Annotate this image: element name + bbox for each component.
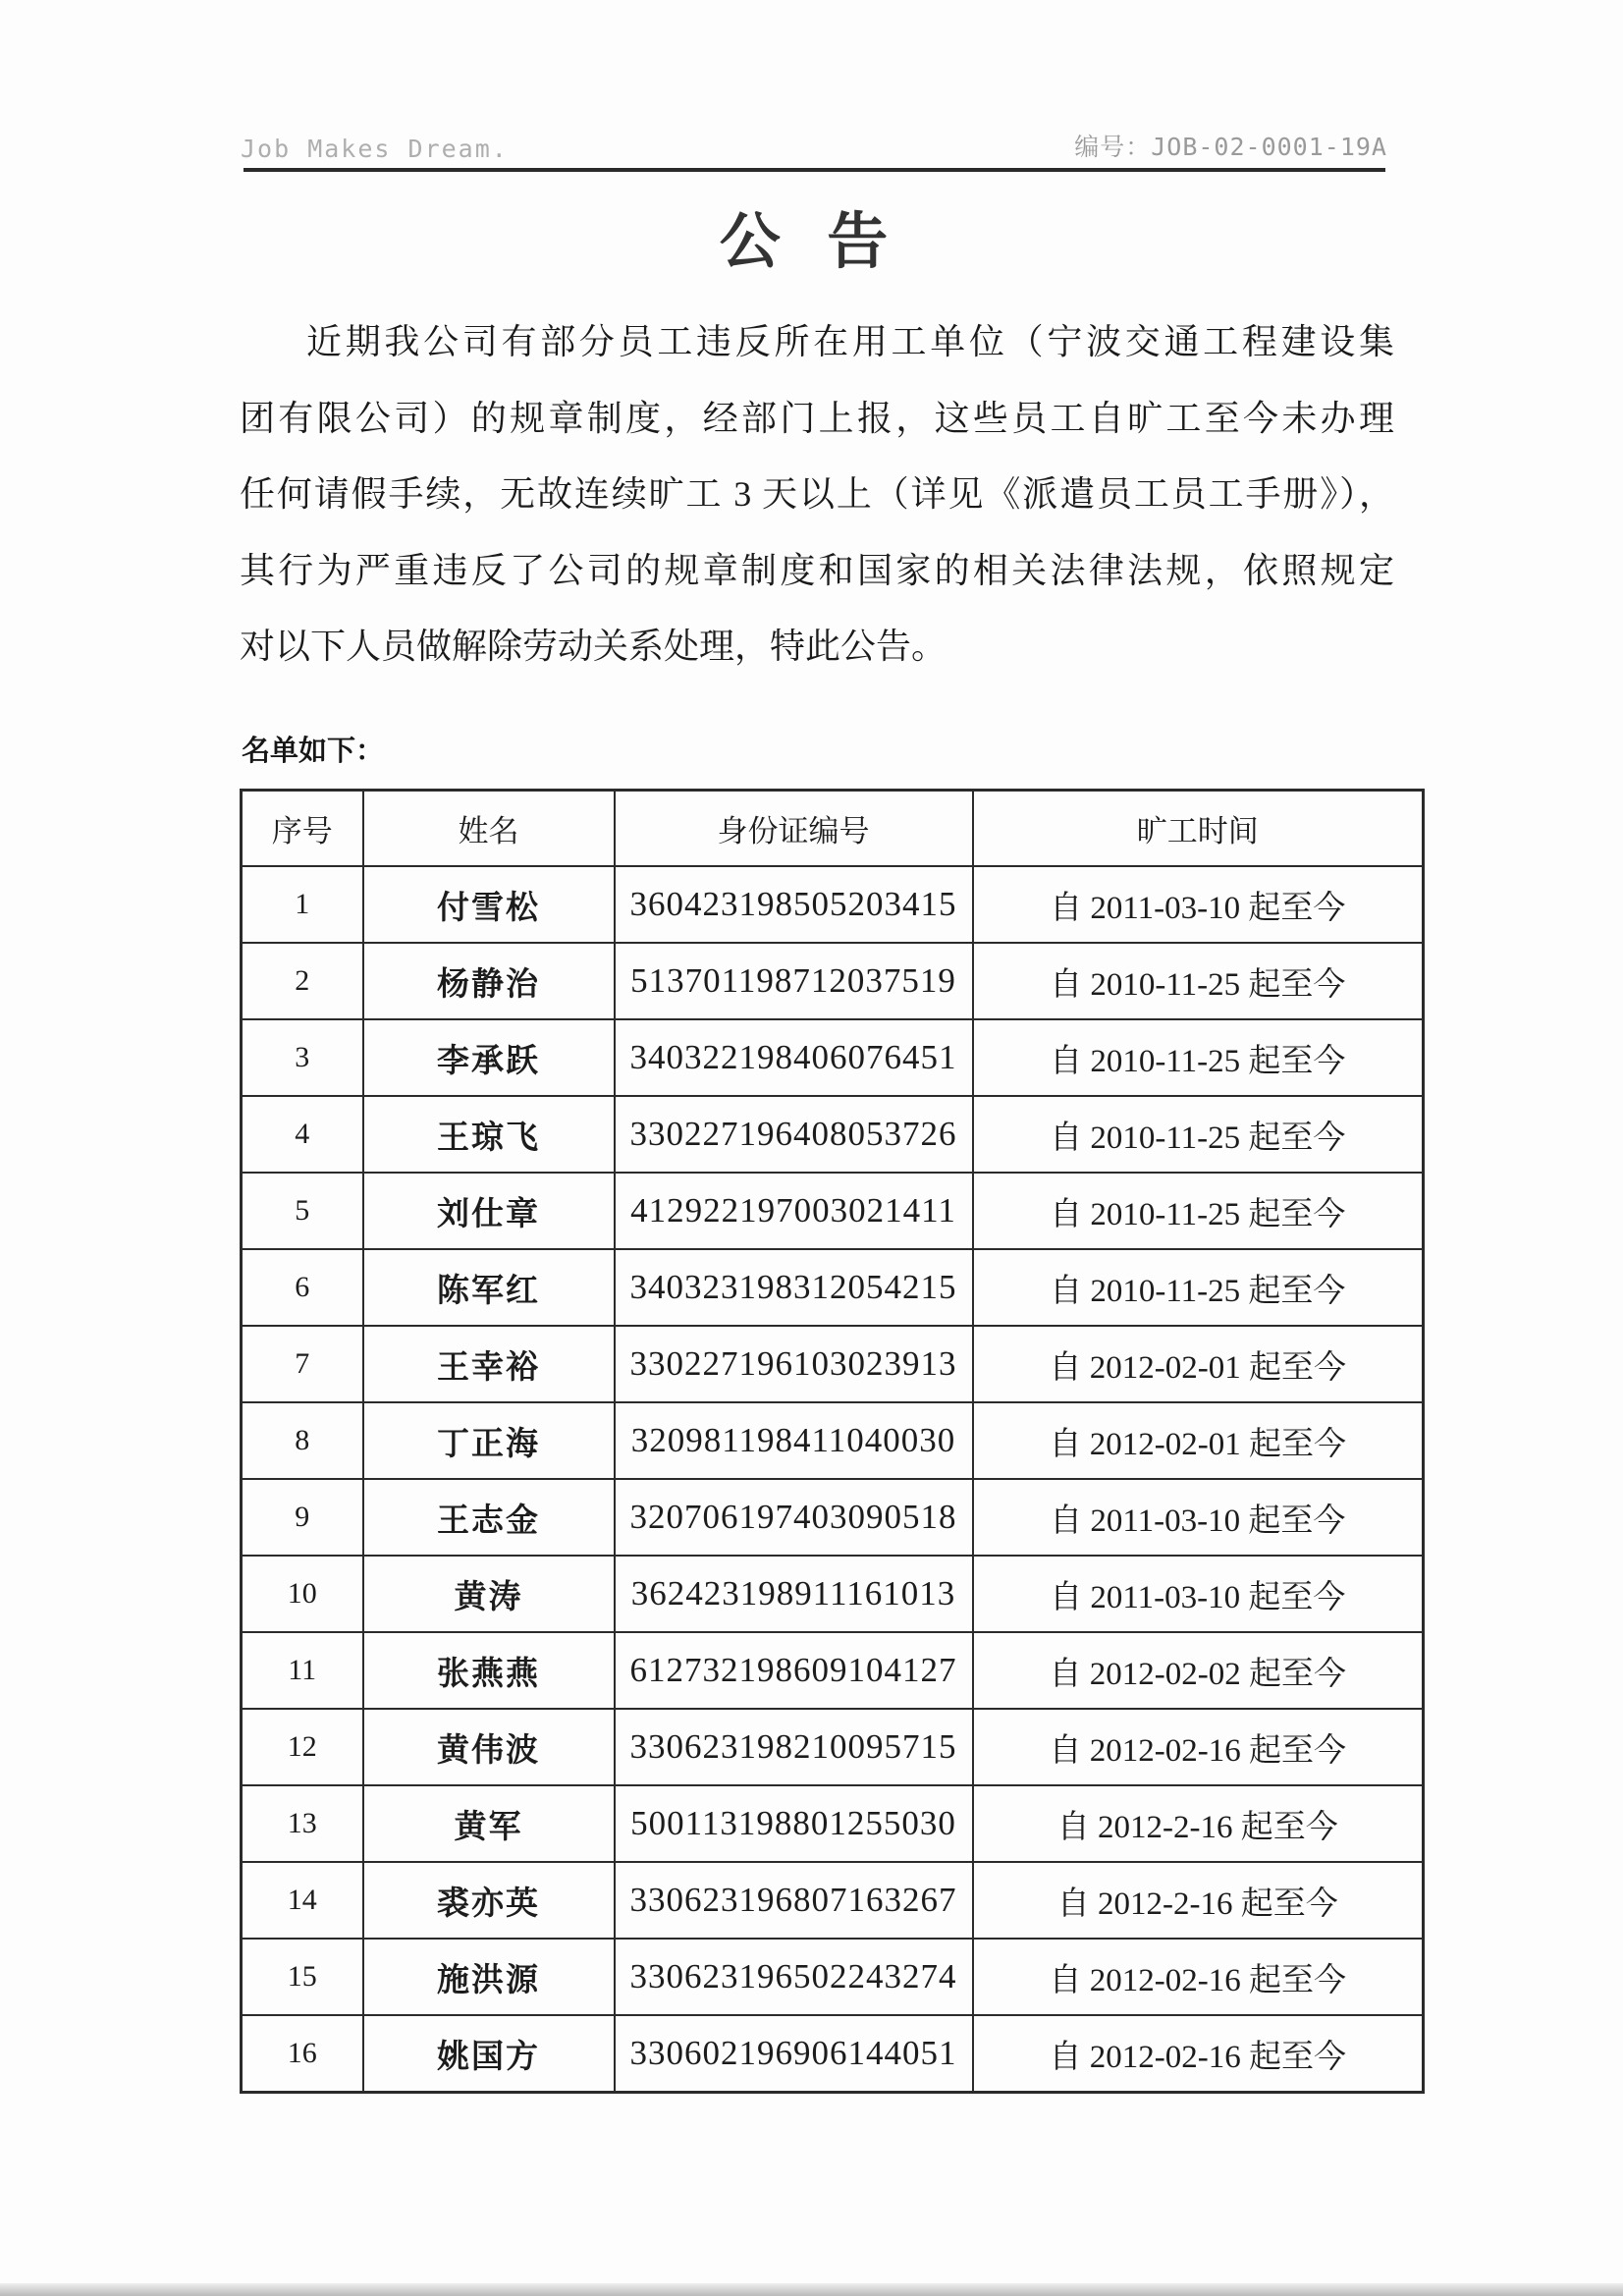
table-body [242, 866, 1424, 2093]
cell-absence-period: 自 2012-02-16 起至今 [973, 2015, 1424, 2093]
cell-name: 李承跃 [363, 1019, 615, 1096]
table-row [242, 1326, 1424, 1402]
cell-name: 王志金 [363, 1479, 615, 1556]
cell-id-number: 340323198312054215 [615, 1249, 973, 1326]
col-header-period: 旷工时间 [973, 791, 1424, 867]
cell-name: 黄军 [363, 1785, 615, 1862]
cell-id-number: 330623196502243274 [615, 1939, 973, 2015]
cell-name: 刘仕章 [363, 1173, 615, 1249]
cell-name: 付雪松 [363, 866, 615, 943]
table-row [242, 1096, 1424, 1173]
table-row [242, 943, 1424, 1019]
col-header-id: 身份证编号 [615, 791, 973, 867]
cell-name: 黄涛 [363, 1556, 615, 1632]
cell-id-number: 412922197003021411 [615, 1173, 973, 1249]
cell-id-number: 330227196103023913 [615, 1326, 973, 1402]
list-label: 名单如下： [242, 736, 385, 767]
cell-absence-period: 自 2012-02-01 起至今 [973, 1402, 1424, 1479]
cell-index: 10 [242, 1556, 363, 1632]
cell-index: 16 [242, 2015, 363, 2093]
cell-index: 1 [242, 866, 363, 943]
cell-id-number: 612732198609104127 [615, 1632, 973, 1709]
cell-absence-period: 自 2010-11-25 起至今 [973, 1173, 1424, 1249]
page-header [241, 118, 1387, 163]
cell-id-number: 320981198411040030 [615, 1402, 973, 1479]
scan-edge-shadow [0, 2283, 1623, 2296]
cell-index: 4 [242, 1096, 363, 1173]
table-head [242, 791, 1424, 867]
cell-id-number: 330227196408053726 [615, 1096, 973, 1173]
cell-name: 张燕燕 [363, 1632, 615, 1709]
col-header-index: 序号 [242, 791, 363, 867]
dismissal-table [240, 789, 1425, 2094]
cell-index: 2 [242, 943, 363, 1019]
cell-index: 9 [242, 1479, 363, 1556]
cell-id-number: 330623196807163267 [615, 1862, 973, 1939]
cell-index: 8 [242, 1402, 363, 1479]
cell-absence-period: 自 2010-11-25 起至今 [973, 1019, 1424, 1096]
table-row [242, 2015, 1424, 2093]
header-divider-line [243, 168, 1385, 172]
cell-index: 11 [242, 1632, 363, 1709]
cell-absence-period: 自 2010-11-25 起至今 [973, 1249, 1424, 1326]
cell-index: 12 [242, 1709, 363, 1785]
table-row [242, 1862, 1424, 1939]
cell-id-number: 362423198911161013 [615, 1556, 973, 1632]
col-header-name: 姓名 [363, 791, 615, 867]
cell-index: 15 [242, 1939, 363, 2015]
body-line: 其行为严重违反了公司的规章制度和国家的相关法律法规，依照规定 [240, 550, 1394, 590]
cell-id-number: 340322198406076451 [615, 1019, 973, 1096]
cell-absence-period: 自 2011-03-10 起至今 [973, 1479, 1424, 1556]
cell-name: 杨静治 [363, 943, 615, 1019]
cell-absence-period: 自 2012-02-02 起至今 [973, 1632, 1424, 1709]
table-row [242, 1249, 1424, 1326]
cell-id-number: 360423198505203415 [615, 866, 973, 943]
cell-id-number: 330623198210095715 [615, 1709, 973, 1785]
cell-absence-period: 自 2012-2-16 起至今 [973, 1862, 1424, 1939]
cell-name: 裘亦英 [363, 1862, 615, 1939]
body-text [240, 304, 1394, 685]
page-title: 公 告 [719, 209, 904, 276]
table-row [242, 1632, 1424, 1709]
table-row [242, 1556, 1424, 1632]
body-line: 对以下人员做解除劳动关系处理，特此公告。 [240, 627, 947, 666]
header-doc-number: 编号：JOB-02-0001-19A [1074, 133, 1387, 161]
cell-absence-period: 自 2012-02-16 起至今 [973, 1709, 1424, 1785]
cell-id-number: 320706197403090518 [615, 1479, 973, 1556]
table-row [242, 1709, 1424, 1785]
cell-name: 黄伟波 [363, 1709, 615, 1785]
body-line: 任何请假手续，无故连续旷工 3 天以上（详见《派遣员工员工手册》）， [240, 474, 1394, 514]
cell-index: 13 [242, 1785, 363, 1862]
cell-index: 14 [242, 1862, 363, 1939]
table-header-row [242, 791, 1424, 867]
cell-absence-period: 自 2011-03-10 起至今 [973, 1556, 1424, 1632]
cell-absence-period: 自 2010-11-25 起至今 [973, 1096, 1424, 1173]
table-row [242, 1939, 1424, 2015]
cell-index: 5 [242, 1173, 363, 1249]
table-row [242, 866, 1424, 943]
cell-index: 7 [242, 1326, 363, 1402]
cell-index: 6 [242, 1249, 363, 1326]
cell-name: 姚国方 [363, 2015, 615, 2093]
cell-name: 陈军红 [363, 1249, 615, 1326]
cell-absence-period: 自 2010-11-25 起至今 [973, 943, 1424, 1019]
cell-absence-period: 自 2012-02-01 起至今 [973, 1326, 1424, 1402]
cell-name: 丁正海 [363, 1402, 615, 1479]
cell-index: 3 [242, 1019, 363, 1096]
cell-name: 施洪源 [363, 1939, 615, 2015]
table-row [242, 1019, 1424, 1096]
cell-absence-period: 自 2011-03-10 起至今 [973, 866, 1424, 943]
table-row [242, 1785, 1424, 1862]
cell-id-number: 500113198801255030 [615, 1785, 973, 1862]
cell-id-number: 513701198712037519 [615, 943, 973, 1019]
header-brand-text: Job Makes Dream. [241, 135, 509, 163]
table-row [242, 1402, 1424, 1479]
cell-id-number: 330602196906144051 [615, 2015, 973, 2093]
body-line: 团有限公司）的规章制度，经部门上报，这些员工自旷工至今未办理 [240, 398, 1394, 438]
cell-name: 王琼飞 [363, 1096, 615, 1173]
cell-absence-period: 自 2012-2-16 起至今 [973, 1785, 1424, 1862]
table-row [242, 1479, 1424, 1556]
body-line: 近期我公司有部分员工违反所在用工单位（宁波交通工程建设集 [306, 322, 1394, 361]
cell-absence-period: 自 2012-02-16 起至今 [973, 1939, 1424, 2015]
cell-name: 王幸裕 [363, 1326, 615, 1402]
table-row [242, 1173, 1424, 1249]
